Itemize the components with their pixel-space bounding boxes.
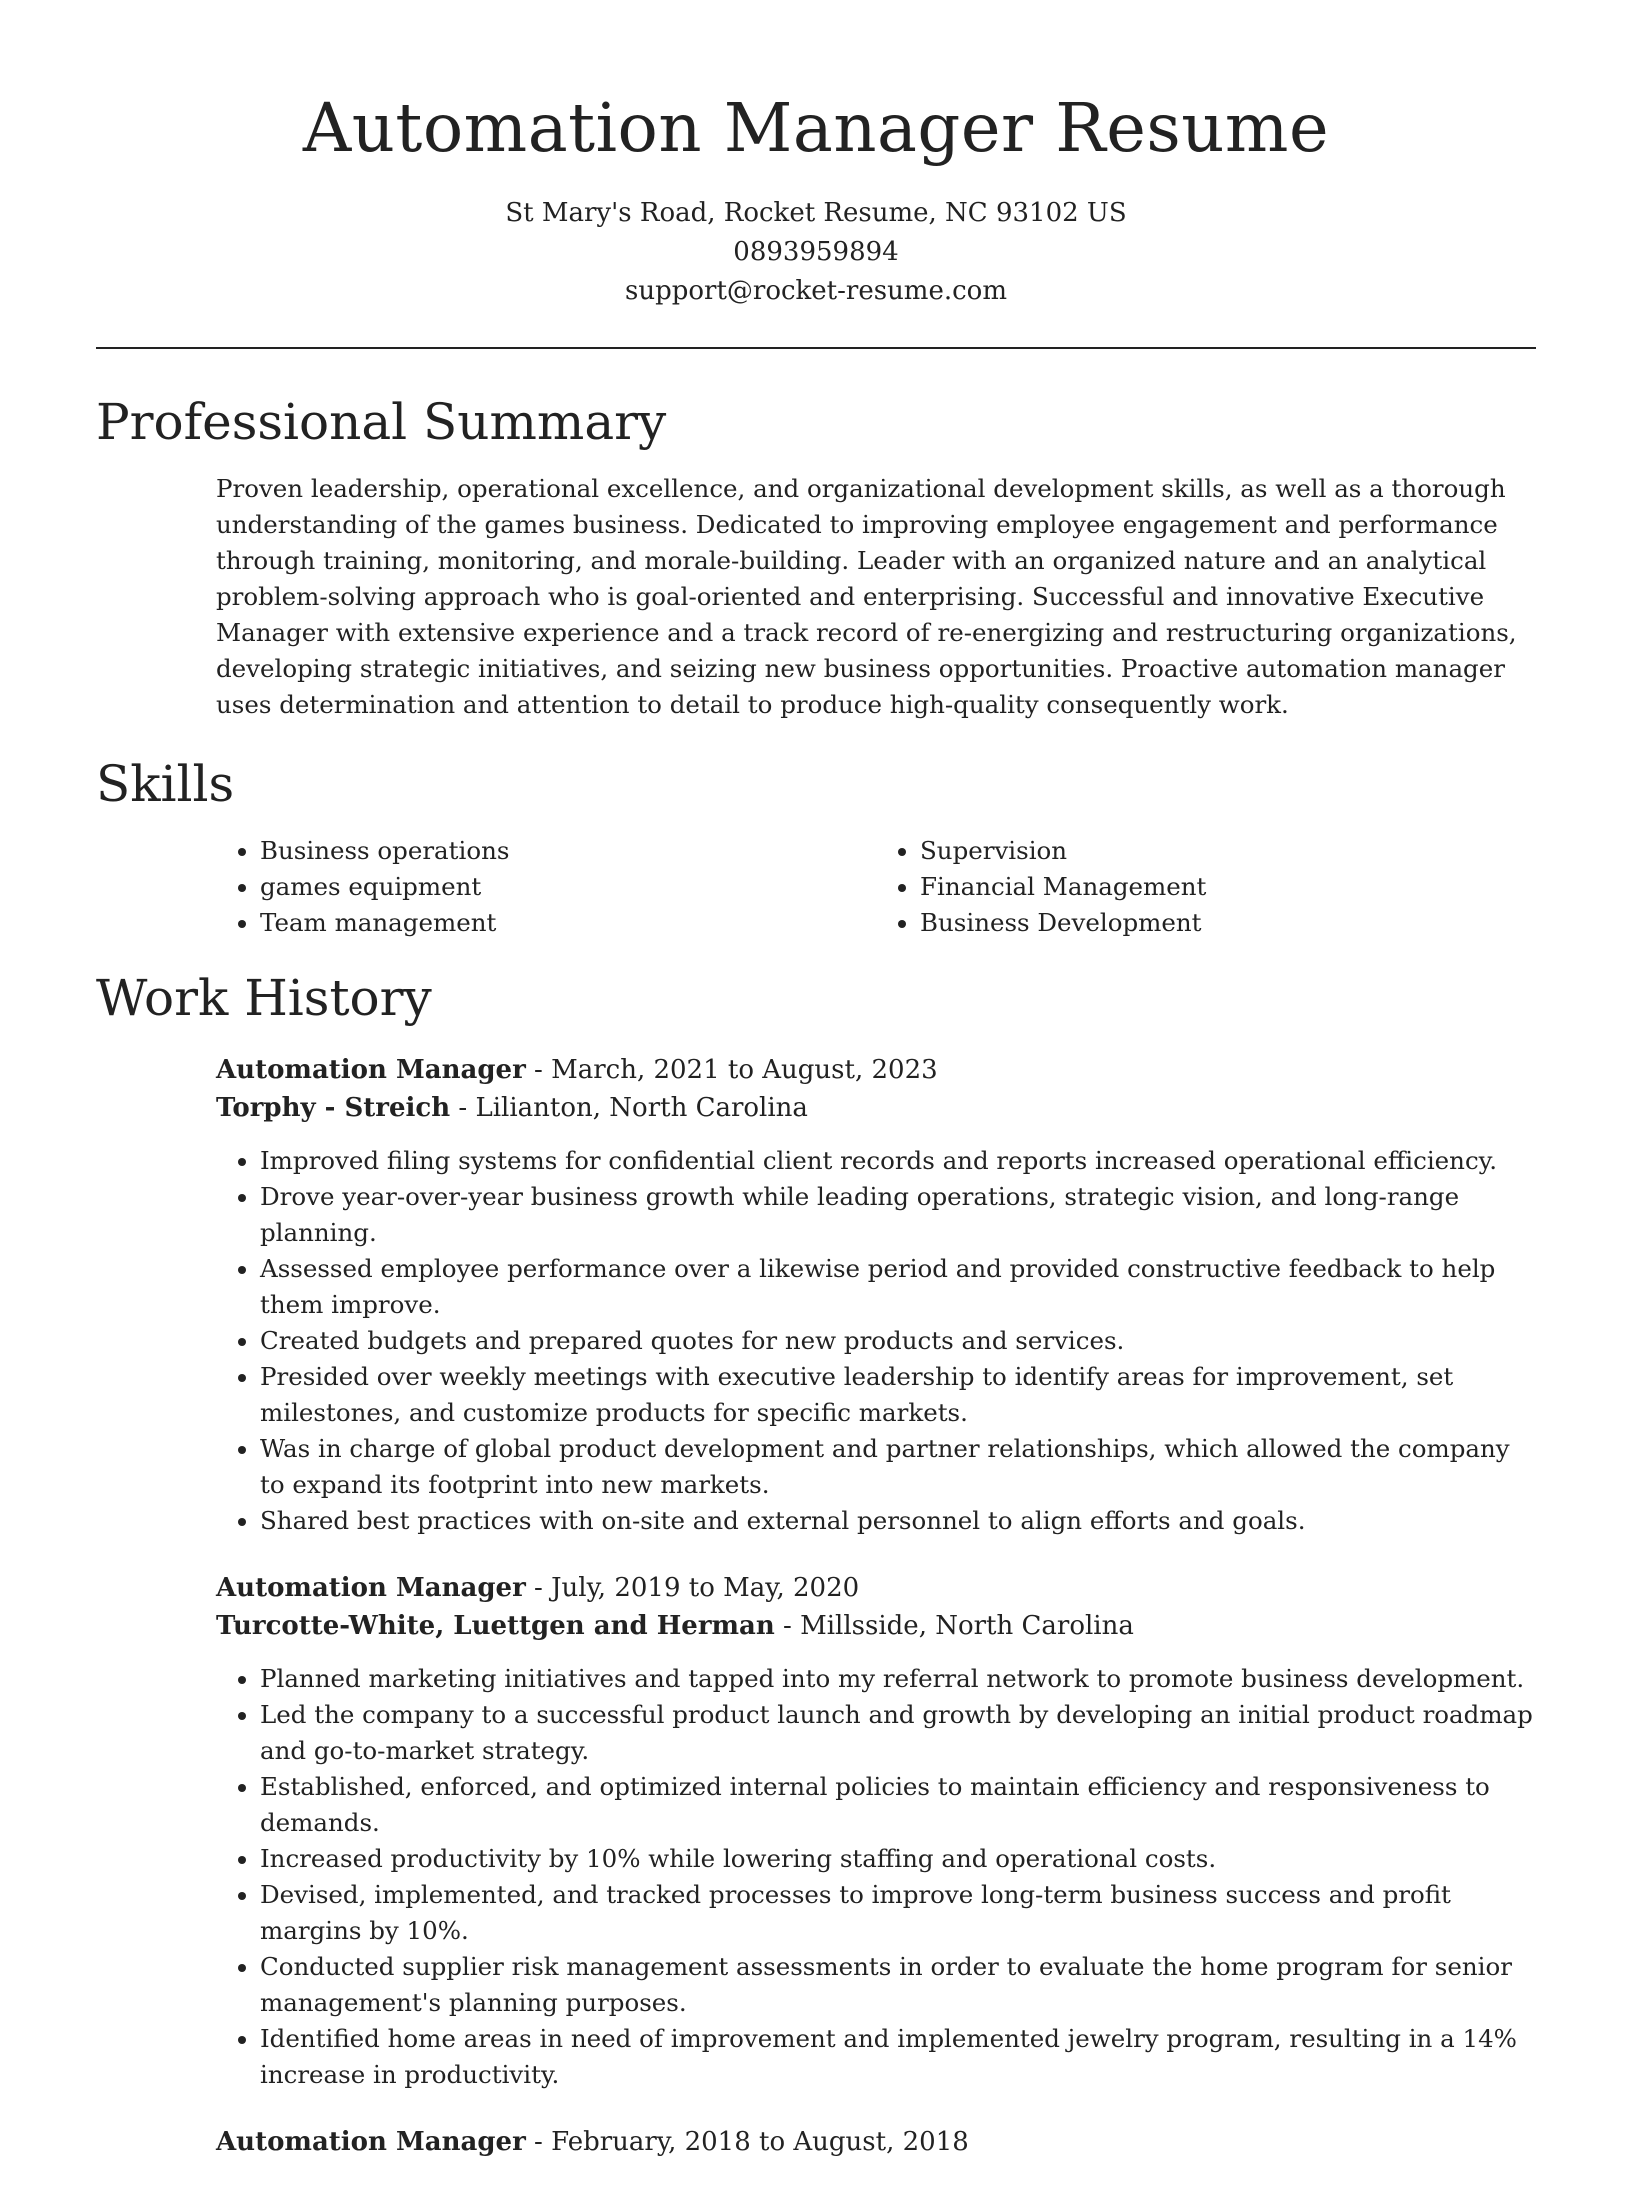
job-location: - Millsside, North Carolina <box>774 1611 1134 1641</box>
job-bullet: • Planned marketing initiatives and tapped into my referral network to promote business development. <box>260 1661 1536 1697</box>
resume-page <box>96 0 1536 2189</box>
job-entry <box>96 1051 1536 1539</box>
summary-section <box>96 387 1536 723</box>
job-bullet: • Devised, implemented, and tracked processes to improve long-term business success and profit margins by 10%. <box>260 1877 1536 1949</box>
header-divider <box>96 347 1536 349</box>
job-bullets <box>216 1661 1536 2093</box>
job-location: - Lilianton, North Carolina <box>450 1093 808 1123</box>
job-role: Automation Manager <box>216 1573 526 1603</box>
job-bullet: • Identified home areas in need of improvement and implemented jewelry program, resulting in a 14% increase in productivity. <box>260 2021 1536 2093</box>
phone: 0893959894 <box>733 237 899 267</box>
job-title-line <box>216 1569 1536 1607</box>
job-bullets <box>216 1143 1536 1539</box>
job-title-line <box>216 2123 1536 2161</box>
skills-column-left <box>216 833 876 941</box>
skill-item: • Financial Management <box>920 869 1536 905</box>
job-bullet: • Presided over weekly meetings with executive leadership to identify areas for improvement, set milestones, and customize products for specific markets. <box>260 1359 1536 1431</box>
resume-title: Automation Manager Resume <box>302 89 1330 167</box>
job-dates: - February, 2018 to August, 2018 <box>525 2127 969 2157</box>
job-bullet: • Increased productivity by 10% while lowering staffing and operational costs. <box>260 1841 1536 1877</box>
work-history-section <box>96 963 1536 2161</box>
work-history-heading: Work History <box>96 969 432 1027</box>
contact-info <box>96 194 1536 311</box>
job-bullet: • Drove year-over-year business growth while leading operations, strategic vision, and long-range planning. <box>260 1179 1536 1251</box>
job-company-line <box>216 1607 1536 1645</box>
skills-heading: Skills <box>96 755 235 813</box>
job-bullet: • Led the company to a successful product launch and growth by developing an initial product roadmap and go-to-market strategy. <box>260 1697 1536 1769</box>
summary-heading: Professional Summary <box>96 393 667 451</box>
job-dates: - March, 2021 to August, 2023 <box>525 1055 938 1085</box>
resume-header <box>96 0 1536 311</box>
job-entry <box>96 2123 1536 2161</box>
skills-list <box>216 833 1536 941</box>
job-dates: - July, 2019 to May, 2020 <box>525 1573 860 1603</box>
job-bullet: • Assessed employee performance over a likewise period and provided constructive feedback to help them improve. <box>260 1251 1536 1323</box>
skills-column-right <box>876 833 1536 941</box>
job-company-line <box>216 1089 1536 1127</box>
email: support@rocket-resume.com <box>624 276 1007 306</box>
job-role: Automation Manager <box>216 2127 526 2157</box>
summary-text: Proven leadership, operational excellence, and organizational development skills, as well as a thorough understanding of the games business. Dedicated to improving employee engagement and performance through training, monitoring, and morale-building. Leader with an organized nature and an analytical problem-solving approach who is goal-oriented and enterprising. Successful and innovative Executive Manager with extensive experience and a track record of re-energizing and restructuring organizations, developing strategic initiatives, and seizing new business opportunities. Proactive automation manager uses determination and attention to detail to produce high-quality consequently work. <box>216 474 1517 719</box>
address: St Mary's Road, Rocket Resume, NC 93102 US <box>505 198 1127 228</box>
job-bullet: • Was in charge of global product development and partner relationships, which allowed the company to expand its footprint into new markets. <box>260 1431 1536 1503</box>
job-company: Turcotte-White, Luettgen and Herman <box>216 1611 775 1641</box>
job-title-line <box>216 1051 1536 1089</box>
skill-item: • games equipment <box>260 869 876 905</box>
skill-item: • Supervision <box>920 833 1536 869</box>
job-bullet: • Improved filing systems for confidential client records and reports increased operational efficiency. <box>260 1143 1536 1179</box>
job-bullet: • Shared best practices with on-site and external personnel to align efforts and goals. <box>260 1503 1536 1539</box>
job-bullet: • Created budgets and prepared quotes for new products and services. <box>260 1323 1536 1359</box>
skill-item: • Business Development <box>920 905 1536 941</box>
job-bullet: • Established, enforced, and optimized internal policies to maintain efficiency and responsiveness to demands. <box>260 1769 1536 1841</box>
job-role: Automation Manager <box>216 1055 526 1085</box>
skill-item: • Team management <box>260 905 876 941</box>
job-company: Torphy - Streich <box>216 1093 451 1123</box>
skills-section <box>96 749 1536 941</box>
skill-item: • Business operations <box>260 833 876 869</box>
job-entry <box>96 1569 1536 2093</box>
job-bullet: • Conducted supplier risk management assessments in order to evaluate the home program for senior management's planning purposes. <box>260 1949 1536 2021</box>
